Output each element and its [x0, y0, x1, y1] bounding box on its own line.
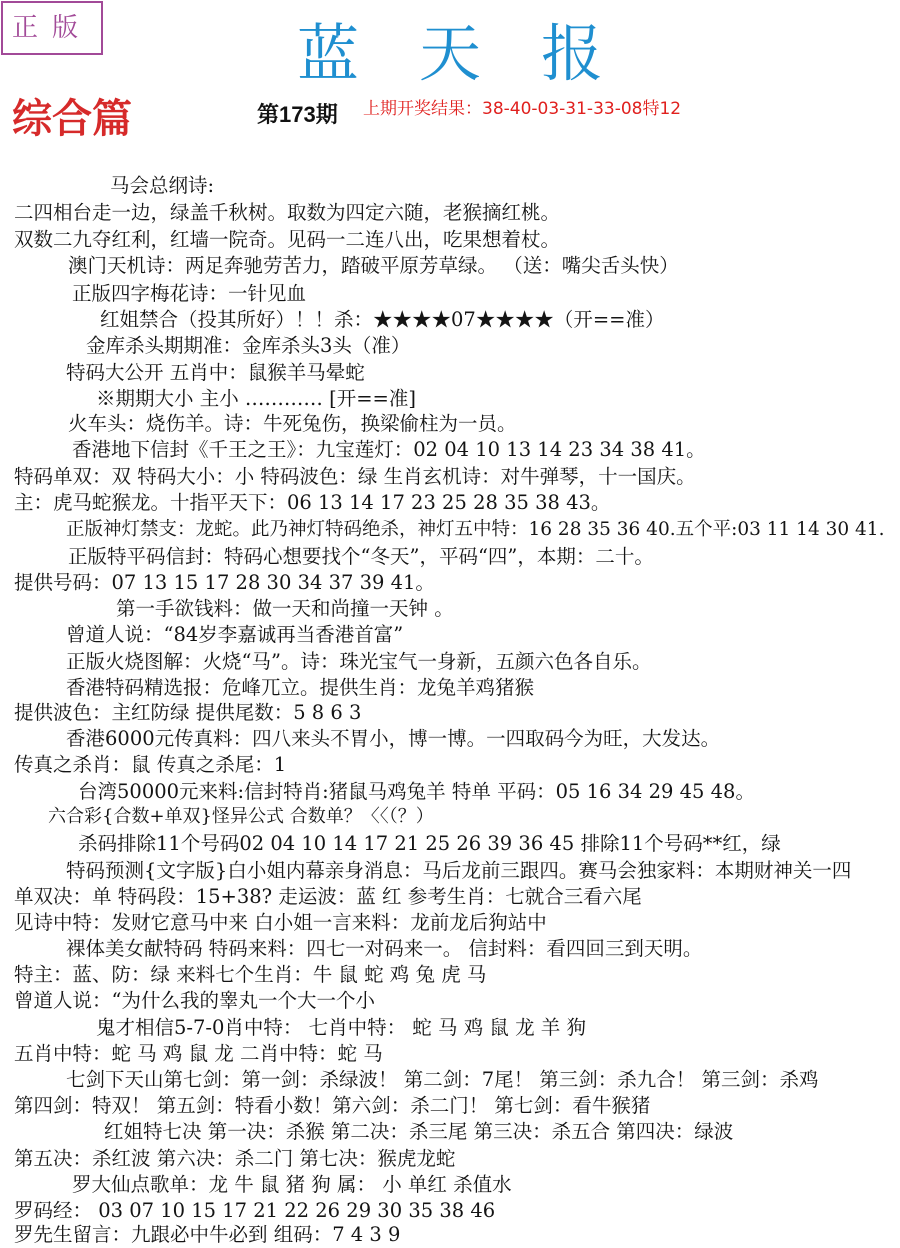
- text-line: 七剑下天山第七剑：第一剑：杀绿波！ 第二剑：7尾！ 第三剑：杀九合！ 第三剑：杀鸡: [66, 1068, 819, 1091]
- text-line: 马会总纲诗:: [110, 174, 215, 197]
- text-line: 正版四字梅花诗：一针见血: [72, 282, 307, 305]
- text-line: 传真之杀肖：鼠 传真之杀尾：1: [14, 753, 287, 776]
- text-line: 正版火烧图解：火烧“马”。诗：珠光宝气一身新，五颜六色各自乐。: [66, 650, 652, 673]
- text-line: 正版特平码信封：特码心想要找个“冬天”，平码“四”，本期：二十。: [68, 545, 654, 568]
- text-line: 单双决：单 特码段：15+38? 走运波：蓝 红 参考生肖：七就合三看六尾: [14, 885, 642, 908]
- text-line: 特码预测{文字版}白小姐内幕亲身消息：马后龙前三跟四。赛马会独家料：本期财神关一四: [66, 859, 852, 882]
- text-line: 特码单双：双 特码大小：小 特码波色：绿 生肖玄机诗：对牛弹琴，十一国庆。: [14, 465, 696, 488]
- text-line: 澳门天机诗：两足奔驰劳苦力，踏破平原芳草绿。 （送：嘴尖舌头快）: [68, 254, 679, 277]
- text-line: 红姐禁合（投其所好）！！杀：★★★★07★★★★（开==准）: [100, 308, 665, 331]
- text-line: 台湾50000元来料:信封特肖:猪鼠马鸡兔羊 特单 平码：05 16 34 29 45 48。: [78, 780, 755, 803]
- text-line: 特主：蓝、防：绿 来料七个生肖：牛 鼠 蛇 鸡 兔 虎 马: [14, 963, 487, 986]
- text-line: 香港地下信封《千王之王》：九宝莲灯：02 04 10 13 14 23 34 38 41。: [72, 438, 706, 461]
- text-line: 特码大公开 五肖中：鼠猴羊马晕蛇: [66, 361, 365, 384]
- edition-badge: 正版: [1, 1, 103, 55]
- text-line: 裸体美女献特码 特码来料：四七一对码来一。 信封料：看四回三到天明。: [66, 937, 703, 960]
- text-line: 五肖中特：蛇 马 鸡 鼠 龙 二肖中特：蛇 马: [14, 1042, 383, 1065]
- text-line: 第一手欲钱料：做一天和尚撞一天钟 。: [116, 597, 454, 620]
- text-line: 罗码经： 03 07 10 15 17 21 22 26 29 30 35 38 46: [14, 1199, 496, 1222]
- text-line: 六合彩{合数+单双}怪异公式 合数单？〈〈（？）: [48, 806, 434, 827]
- issue-number: 第173期: [257, 102, 338, 127]
- text-line: 香港特码精选报：危峰兀立。提供生肖：龙兔羊鸡猪猴: [66, 676, 535, 699]
- text-line: 金库杀头期期准：金库杀头3头（准）: [86, 334, 411, 357]
- text-line: 鬼才相信5-7-0肖中特： 七肖中特： 蛇 马 鸡 鼠 龙 羊 狗: [96, 1016, 586, 1039]
- text-line: 曾道人说：“84岁李嘉诚再当香港首富”: [66, 623, 404, 646]
- section-title: 综合篇: [12, 95, 132, 142]
- text-line: 提供号码：07 13 15 17 28 30 34 37 39 41。: [14, 571, 435, 594]
- text-line: 提供波色：主红防绿 提供尾数：5 8 6 3: [14, 701, 362, 724]
- text-line: 二四相台走一边，绿盖千秋树。取数为四定六随，老猴摘红桃。: [14, 201, 561, 224]
- text-line: 罗先生留言：九跟必中牛必到 组码：7 4 3 9: [14, 1223, 401, 1246]
- text-line: 主：虎马蛇猴龙。十指平天下：06 13 14 17 23 25 28 35 38 43。: [14, 491, 611, 514]
- text-line: 双数二九夺红利，红墙一院奇。见码一二连八出，吃果想着杖。: [14, 228, 561, 251]
- text-line: 正版神灯禁支：龙蛇。此乃神灯特码绝杀，神灯五中特：16 28 35 36 40.五个平:03 11 14 30 41.: [66, 519, 885, 540]
- text-line: 火车头：烧伤羊。诗：牛死兔伤，换梁偷柱为一员。: [68, 412, 517, 435]
- text-line: 罗大仙点歌单：龙 牛 鼠 猪 狗 属： 小 单红 杀值水: [72, 1173, 512, 1196]
- text-line: ※期期大小 主小 ………… [开==准]: [96, 387, 416, 410]
- text-line: 杀码排除11个号码02 04 10 14 17 21 25 26 39 36 45 排除11个号码**红，绿: [78, 832, 781, 855]
- text-line: 红姐特七决 第一决：杀猴 第二决：杀三尾 第三决：杀五合 第四决：绿波: [104, 1120, 734, 1143]
- text-line: 第五决：杀红波 第六决：杀二门 第七决：猴虎龙蛇: [14, 1147, 456, 1170]
- text-line: 曾道人说：“为什么我的睾丸一个大一个小: [14, 989, 375, 1012]
- text-line: 第四剑：特双！ 第五剑：特看小数！第六剑：杀二门！ 第七剑：看牛猴猪: [14, 1094, 651, 1117]
- text-line: 见诗中特：发财它意马中来 白小姐一言来料：龙前龙后狗站中: [14, 911, 547, 934]
- last-draw-result: 上期开奖结果：38-40-03-31-33-08特12: [363, 99, 682, 119]
- newspaper-title: 蓝天报: [296, 17, 663, 90]
- text-line: 香港6000元传真料：四八来头不胃小，博一博。一四取码今为旺，大发达。: [66, 727, 721, 750]
